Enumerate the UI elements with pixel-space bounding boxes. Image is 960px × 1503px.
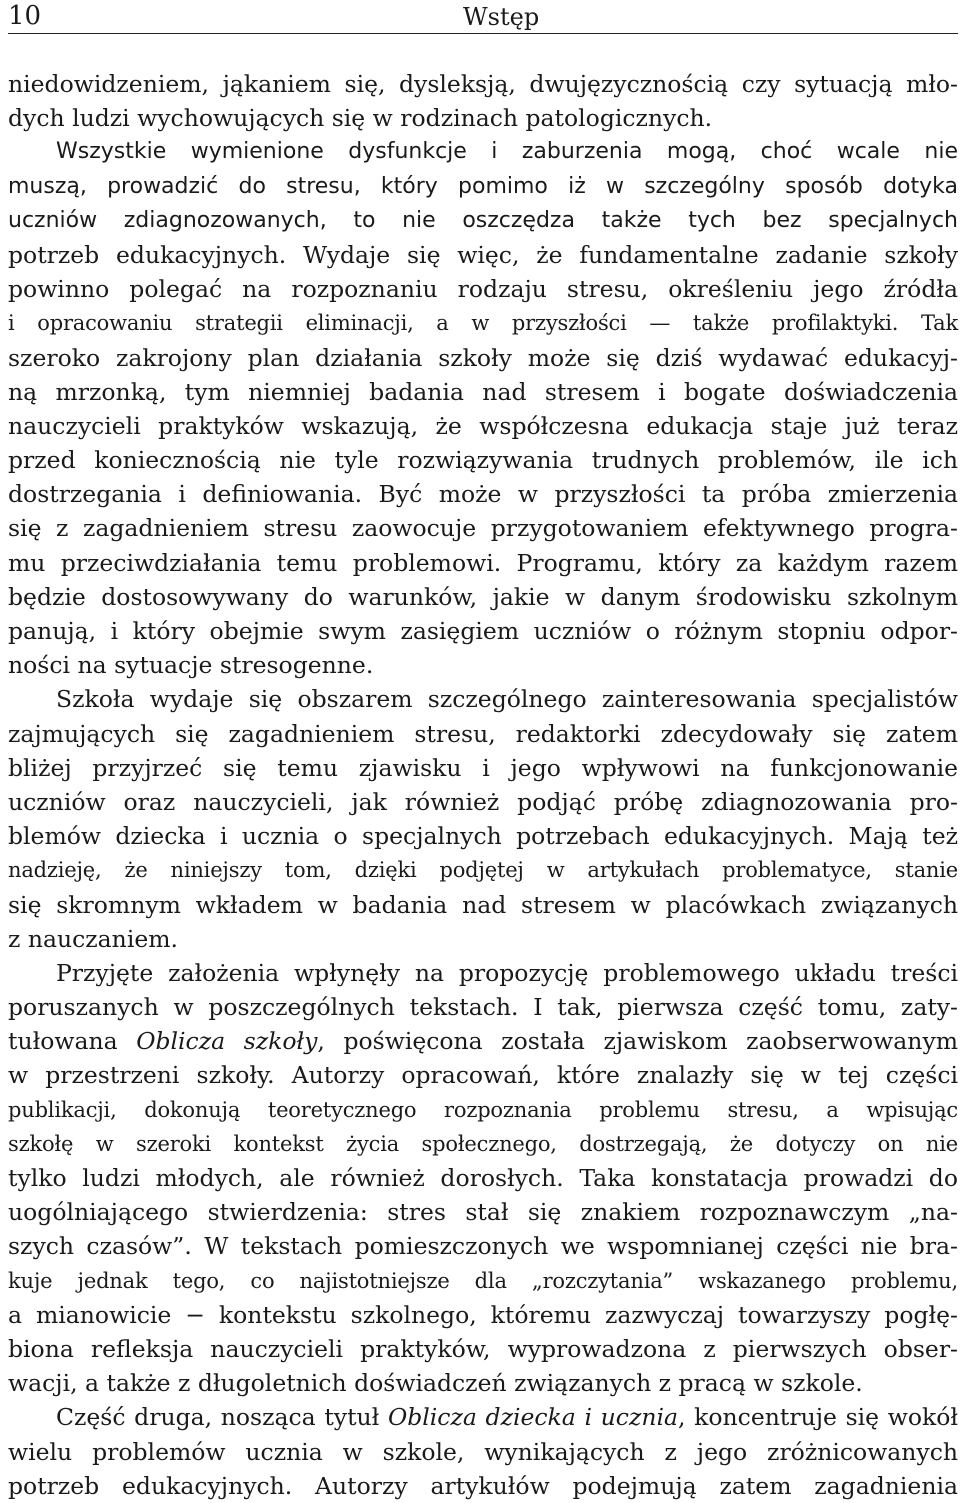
italic-title: Oblicza dziecka i ucznia [387,1403,679,1432]
text-line: nadzieję, że niniejszy tom, dzięki podjętej w artykułach problematyce, stanie [8,858,958,883]
text-span: Część druga, nosząca tytuł [56,1403,388,1432]
text-line: nauczycieli praktyków wskazują, że współczesna edukacja staje już teraz [8,411,958,440]
text-line: dostrzegania i definiowania. Być może w przyszłości ta próba zmierzenia [8,480,958,509]
text-line: publikacji, dokonują teoretycznego rozpoznania problemu stresu, a wpisując [8,1097,958,1122]
text-line: szeroko zakrojony plan działania szkoły może się dziś wydawać edukacyj- [8,343,958,372]
text-line: się z zagadnieniem stresu zaowocuje przygotowaniem efektywnego progra- [8,514,958,543]
text-line: z nauczaniem. [8,924,178,953]
text-line: ną mrzonką, tym niemniej badania nad stresem i bogate doświadczenia [8,377,958,406]
text-span: tułowana [8,1027,137,1056]
text-line: niedowidzeniem, jąkaniem się, dysleksją, dwujęzycznością czy sytuacją mło- [8,70,958,98]
text-line [8,1400,958,1434]
text-line: się skromnym wkładem w badania nad stresem w placówkach związanych [8,890,958,919]
text-line: blemów dziecka i ucznia o specjalnych potrzebach edukacyjnych. Mają też [8,822,958,851]
text-line: tylko ludzi młodych, ale również dorosłych. Taka konstatacja prowadzi do [8,1164,958,1192]
text-line: przed koniecznością nie tyle rozwiązywania trudnych problemów, ile ich [8,446,958,475]
text-line: dych ludzi wychowujących się w rodzinach patologicznych. [8,104,713,133]
text-line: wielu problemów ucznia w szkole, wynikających z jego zróżnicowanych [8,1437,958,1466]
text-line: bliżej przyjrzeć się temu zjawisku i jego wpływowi na funkcjonowanie [8,753,958,782]
text-line: biona refleksja nauczycieli praktyków, wyprowadzona z pierwszych obser- [8,1334,958,1363]
text-line: uogólniającego stwierdzenia: stres stał się znakiem rozpoznawczym „na- [8,1198,958,1227]
text-line: uczniów zdiagnozowanych, to nie oszczędza także tych bez specjalnych [8,207,958,233]
page-header [8,0,958,34]
text-line: szych czasów”. W tekstach pomieszczonych we wspomnianej części nie bra- [8,1232,958,1261]
body-text [8,67,958,1503]
text-line: potrzeb edukacyjnych. Wydaje się więc, że fundamentalne zadanie szkoły [8,240,958,269]
text-line: będzie dostosowywany do warunków, jakie w danym środowisku szkolnym [8,582,958,611]
text-line: Szkoła wydaje się obszarem szczególnego zainteresowania specjalistów [56,685,958,714]
text-line: a mianowicie − kontekstu szkolnego, któremu zazwyczaj towarzyszy pogłę- [8,1300,958,1329]
text-line: muszą, prowadzić do stresu, który pomimo iż w szczególny sposób dotyka [8,173,958,199]
text-line: w przestrzeni szkoły. Autorzy opracowań, które znalazły się w tej części [8,1061,958,1090]
running-title: Wstęp [463,3,540,31]
text-span: , koncentruje się wokół [678,1403,959,1432]
text-line: kuje jednak tego, co najistotniejsze dla „rozczytania” wskazanego problemu, [8,1268,958,1293]
text-line: Wszystkie wymienione dysfunkcje i zaburzenia mogą, choć wcale nie [56,139,958,165]
text-line: Przyjęte założenia wpłynęły na propozycję problemowego układu treści [56,958,958,987]
text-line: potrzeb edukacyjnych. Autorzy artykułów podejmują zatem zagadnienia [8,1471,958,1500]
text-line: zajmujących się zagadnieniem stresu, redaktorki zdecydowały się zatem [8,719,958,748]
text-line: wacji, a także z długoletnich doświadczeń związanych z pracą w szkole. [8,1369,863,1398]
text-line [8,1024,958,1058]
text-line: panują, i który obejmie swym zasięgiem uczniów o różnym stopniu odpor- [8,617,958,645]
text-line: mu przeciwdziałania temu problemowi. Programu, który za każdym razem [8,548,958,577]
text-line: szkołę w szeroki kontekst życia społecznego, dostrzegają, że dotyczy on nie [8,1131,958,1156]
text-span: , poświęcona została zjawiskom zaobserwowanym [317,1027,958,1056]
italic-title: Oblicza szkoły [136,1027,318,1056]
text-line: powinno polegać na rozpoznaniu rodzaju stresu, określeniu jego źródła [8,275,958,304]
text-line: ności na sytuacje stresogenne. [8,651,374,680]
page-number: 10 [8,1,42,31]
text-line: uczniów oraz nauczycieli, jak również podjąć próbę zdiagnozowania pro- [8,787,958,816]
text-line: poruszanych w poszczególnych tekstach. I tak, pierwsza część tomu, zaty- [8,993,958,1022]
text-line: i opracowaniu strategii eliminacji, a w przyszłości — także profilaktyki. Tak [8,311,958,336]
